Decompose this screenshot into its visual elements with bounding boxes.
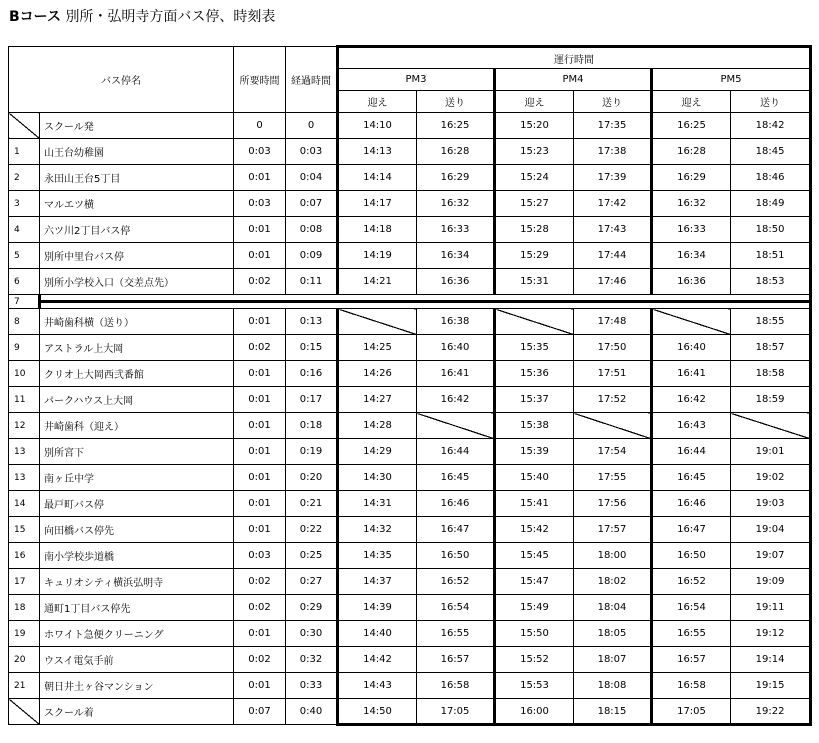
- time-pm3-pickup: 14:30: [338, 465, 417, 491]
- time-pm5-pickup: 16:58: [652, 673, 731, 699]
- stop-name: 南ヶ丘中学: [40, 465, 234, 491]
- course-name: Bコース: [9, 9, 61, 25]
- stop-name: 別所中里台バス停: [40, 243, 234, 269]
- elapsed-time: 0:17: [286, 387, 338, 413]
- time-pm3-dropoff: 16:55: [417, 621, 495, 647]
- required-time: 0:01: [234, 243, 286, 269]
- time-pm4-dropoff: 17:56: [574, 491, 652, 517]
- time-pm4-pickup: 15:37: [495, 387, 574, 413]
- time-pm3-dropoff: 16:25: [417, 113, 495, 139]
- elapsed-time: 0:20: [286, 465, 338, 491]
- separator-row: [40, 295, 811, 309]
- header-period-pm4: PM4: [495, 69, 652, 91]
- table-row: [9, 243, 811, 269]
- stop-number: 18: [9, 595, 40, 621]
- stop-number: 15: [9, 517, 40, 543]
- table-row: [9, 295, 811, 309]
- stop-name: 別所宮下: [40, 439, 234, 465]
- elapsed-time: 0: [286, 113, 338, 139]
- header-period-pm5: PM5: [652, 69, 811, 91]
- time-pm3-dropoff: 16:41: [417, 361, 495, 387]
- time-pm4-dropoff: 17:51: [574, 361, 652, 387]
- table-row: [9, 517, 811, 543]
- stop-number: 16: [9, 543, 40, 569]
- time-pm4-dropoff: 18:05: [574, 621, 652, 647]
- time-pm4-pickup: 15:49: [495, 595, 574, 621]
- time-pm4-dropoff: 17:46: [574, 269, 652, 295]
- time-pm5-dropoff: 19:11: [731, 595, 811, 621]
- time-pm4-dropoff: 17:38: [574, 139, 652, 165]
- elapsed-time: 0:30: [286, 621, 338, 647]
- stop-name: 通町1丁目バス停先: [40, 595, 234, 621]
- time-pm5-pickup: 16:25: [652, 113, 731, 139]
- time-pm4-pickup: 15:45: [495, 543, 574, 569]
- stop-name: ホワイト急便クリーニング: [40, 621, 234, 647]
- time-pm3-dropoff: 16:32: [417, 191, 495, 217]
- timetable-body: [9, 113, 811, 725]
- time-pm5-dropoff: 18:59: [731, 387, 811, 413]
- time-pm4-dropoff: 17:48: [574, 309, 652, 335]
- time-pm5-dropoff: 18:58: [731, 361, 811, 387]
- table-row: [9, 569, 811, 595]
- time-pm5-pickup: 16:43: [652, 413, 731, 439]
- stop-number: 11: [9, 387, 40, 413]
- time-pm3-pickup: 14:43: [338, 673, 417, 699]
- time-pm3-dropoff: 16:42: [417, 387, 495, 413]
- time-pm4-dropoff: 18:07: [574, 647, 652, 673]
- time-pm3-pickup: 14:26: [338, 361, 417, 387]
- stop-name: キュリオシティ横浜弘明寺: [40, 569, 234, 595]
- time-pm4-dropoff: 17:35: [574, 113, 652, 139]
- elapsed-time: 0:32: [286, 647, 338, 673]
- time-pm5-dropoff: 18:46: [731, 165, 811, 191]
- table-row: [9, 413, 811, 439]
- time-pm3-pickup: 14:10: [338, 113, 417, 139]
- time-pm3-dropoff: 16:54: [417, 595, 495, 621]
- time-pm5-dropoff: 18:50: [731, 217, 811, 243]
- time-pm3-pickup: 14:50: [338, 699, 417, 725]
- stop-name: 最戸町バス停: [40, 491, 234, 517]
- table-row: [9, 165, 811, 191]
- time-pm3-dropoff: 16:50: [417, 543, 495, 569]
- time-pm3-pickup: 14:32: [338, 517, 417, 543]
- time-pm3-dropoff: 16:57: [417, 647, 495, 673]
- timetable: [8, 45, 812, 726]
- stop-name: スクール着: [40, 699, 234, 725]
- time-pm5-pickup: 17:05: [652, 699, 731, 725]
- stop-name: 井崎歯科横（送り）: [40, 309, 234, 335]
- stop-name: 山王台幼稚園: [40, 139, 234, 165]
- elapsed-time: 0:07: [286, 191, 338, 217]
- required-time: 0:03: [234, 191, 286, 217]
- stop-number: 12: [9, 413, 40, 439]
- time-pm3-pickup: 14:29: [338, 439, 417, 465]
- time-pm4-pickup: 15:23: [495, 139, 574, 165]
- stop-name: ウスイ電気手前: [40, 647, 234, 673]
- stop-number: 6: [9, 269, 40, 295]
- time-pm5-pickup: 16:55: [652, 621, 731, 647]
- time-pm5-dropoff: 18:53: [731, 269, 811, 295]
- elapsed-time: 0:18: [286, 413, 338, 439]
- stop-number: 2: [9, 165, 40, 191]
- no-service-cell: [574, 413, 652, 439]
- header-pickup: 迎え: [652, 91, 731, 113]
- time-pm4-dropoff: 17:50: [574, 335, 652, 361]
- time-pm5-dropoff: 19:15: [731, 673, 811, 699]
- time-pm5-dropoff: 19:07: [731, 543, 811, 569]
- elapsed-time: 0:19: [286, 439, 338, 465]
- no-service-cell: [731, 413, 811, 439]
- stop-name: 朝日井土ヶ谷マンション: [40, 673, 234, 699]
- time-pm5-dropoff: 19:01: [731, 439, 811, 465]
- no-service-cell: [652, 309, 731, 335]
- time-pm5-pickup: 16:34: [652, 243, 731, 269]
- required-time: 0:01: [234, 387, 286, 413]
- stop-number: 17: [9, 569, 40, 595]
- required-time: 0:01: [234, 673, 286, 699]
- time-pm5-pickup: 16:52: [652, 569, 731, 595]
- time-pm5-pickup: 16:50: [652, 543, 731, 569]
- stop-name: 南小学校歩道橋: [40, 543, 234, 569]
- time-pm5-dropoff: 19:03: [731, 491, 811, 517]
- time-pm3-pickup: 14:14: [338, 165, 417, 191]
- table-row: [9, 699, 811, 725]
- time-pm5-pickup: 16:44: [652, 439, 731, 465]
- time-pm4-pickup: 15:36: [495, 361, 574, 387]
- time-pm3-pickup: 14:42: [338, 647, 417, 673]
- required-time: 0:01: [234, 439, 286, 465]
- header-stop-name: バス停名: [9, 47, 234, 113]
- time-pm5-dropoff: 19:09: [731, 569, 811, 595]
- time-pm4-pickup: 15:31: [495, 269, 574, 295]
- time-pm5-dropoff: 18:49: [731, 191, 811, 217]
- no-service-cell: [495, 309, 574, 335]
- stop-number: 19: [9, 621, 40, 647]
- time-pm3-pickup: 14:19: [338, 243, 417, 269]
- separator-line: [40, 300, 810, 303]
- elapsed-time: 0:03: [286, 139, 338, 165]
- elapsed-time: 0:09: [286, 243, 338, 269]
- time-pm4-pickup: 15:50: [495, 621, 574, 647]
- required-time: 0:02: [234, 269, 286, 295]
- elapsed-time: 0:27: [286, 569, 338, 595]
- time-pm5-dropoff: 18:55: [731, 309, 811, 335]
- stop-name: 六ツ川2丁目バス停: [40, 217, 234, 243]
- stop-name: パークハウス上大岡: [40, 387, 234, 413]
- time-pm4-pickup: 15:35: [495, 335, 574, 361]
- time-pm3-dropoff: 16:45: [417, 465, 495, 491]
- time-pm4-dropoff: 18:02: [574, 569, 652, 595]
- required-time: 0: [234, 113, 286, 139]
- required-time: 0:01: [234, 621, 286, 647]
- time-pm5-dropoff: 19:14: [731, 647, 811, 673]
- time-pm4-dropoff: 17:52: [574, 387, 652, 413]
- elapsed-time: 0:29: [286, 595, 338, 621]
- time-pm4-dropoff: 17:55: [574, 465, 652, 491]
- time-pm3-pickup: 14:31: [338, 491, 417, 517]
- time-pm5-dropoff: 18:42: [731, 113, 811, 139]
- time-pm3-dropoff: 16:28: [417, 139, 495, 165]
- required-time: 0:01: [234, 491, 286, 517]
- time-pm5-dropoff: 18:57: [731, 335, 811, 361]
- header-dropoff: 送り: [417, 91, 495, 113]
- document-title: [9, 6, 275, 26]
- stop-number: 14: [9, 491, 40, 517]
- time-pm5-pickup: 16:29: [652, 165, 731, 191]
- time-pm3-pickup: 14:27: [338, 387, 417, 413]
- time-pm3-dropoff: 16:52: [417, 569, 495, 595]
- time-pm4-dropoff: 17:44: [574, 243, 652, 269]
- time-pm3-dropoff: 16:58: [417, 673, 495, 699]
- header-period-pm3: PM3: [338, 69, 495, 91]
- time-pm5-dropoff: 18:45: [731, 139, 811, 165]
- table-row: [9, 387, 811, 413]
- time-pm3-dropoff: 16:38: [417, 309, 495, 335]
- required-time: 0:07: [234, 699, 286, 725]
- time-pm3-dropoff: 16:40: [417, 335, 495, 361]
- required-time: 0:03: [234, 139, 286, 165]
- time-pm5-dropoff: 19:02: [731, 465, 811, 491]
- time-pm4-dropoff: 17:43: [574, 217, 652, 243]
- time-pm4-dropoff: 18:15: [574, 699, 652, 725]
- table-row: [9, 673, 811, 699]
- title-text: 別所・弘明寺方面バス停、時刻表: [65, 9, 276, 25]
- elapsed-time: 0:33: [286, 673, 338, 699]
- stop-number: 10: [9, 361, 40, 387]
- time-pm4-pickup: 16:00: [495, 699, 574, 725]
- required-time: 0:02: [234, 647, 286, 673]
- time-pm3-dropoff: 16:44: [417, 439, 495, 465]
- stop-name: 向田橋バス停先: [40, 517, 234, 543]
- time-pm3-dropoff: 16:46: [417, 491, 495, 517]
- time-pm5-pickup: 16:28: [652, 139, 731, 165]
- time-pm4-dropoff: 18:00: [574, 543, 652, 569]
- time-pm4-pickup: 15:41: [495, 491, 574, 517]
- stop-number: 1: [9, 139, 40, 165]
- table-row: [9, 191, 811, 217]
- time-pm5-pickup: 16:57: [652, 647, 731, 673]
- time-pm4-dropoff: 18:04: [574, 595, 652, 621]
- header-pickup: 迎え: [495, 91, 574, 113]
- stop-number: 21: [9, 673, 40, 699]
- time-pm4-pickup: 15:24: [495, 165, 574, 191]
- time-pm5-pickup: 16:40: [652, 335, 731, 361]
- time-pm4-dropoff: 17:39: [574, 165, 652, 191]
- table-row: [9, 491, 811, 517]
- table-row: [9, 465, 811, 491]
- time-pm3-pickup: 14:17: [338, 191, 417, 217]
- time-pm3-dropoff: 16:34: [417, 243, 495, 269]
- stop-number: 13: [9, 465, 40, 491]
- time-pm3-pickup: 14:40: [338, 621, 417, 647]
- required-time: 0:02: [234, 335, 286, 361]
- time-pm5-pickup: 16:32: [652, 191, 731, 217]
- elapsed-time: 0:16: [286, 361, 338, 387]
- time-pm3-pickup: 14:25: [338, 335, 417, 361]
- time-pm3-pickup: 14:35: [338, 543, 417, 569]
- elapsed-time: 0:22: [286, 517, 338, 543]
- time-pm3-dropoff: 16:36: [417, 269, 495, 295]
- required-time: 0:01: [234, 165, 286, 191]
- time-pm5-dropoff: 19:04: [731, 517, 811, 543]
- time-pm4-pickup: 15:28: [495, 217, 574, 243]
- time-pm5-pickup: 16:36: [652, 269, 731, 295]
- table-row: [9, 595, 811, 621]
- stop-number: 9: [9, 335, 40, 361]
- required-time: 0:02: [234, 569, 286, 595]
- time-pm3-dropoff: 16:29: [417, 165, 495, 191]
- elapsed-time: 0:25: [286, 543, 338, 569]
- time-pm4-pickup: 15:38: [495, 413, 574, 439]
- stop-name: 井崎歯科（迎え）: [40, 413, 234, 439]
- elapsed-time: 0:13: [286, 309, 338, 335]
- table-row: [9, 217, 811, 243]
- time-pm4-dropoff: 18:08: [574, 673, 652, 699]
- time-pm5-dropoff: 19:12: [731, 621, 811, 647]
- header-operating-time: 運行時間: [338, 47, 811, 69]
- time-pm3-dropoff: 16:47: [417, 517, 495, 543]
- time-pm5-pickup: 16:54: [652, 595, 731, 621]
- required-time: 0:01: [234, 517, 286, 543]
- header-dropoff: 送り: [731, 91, 811, 113]
- stop-number: 20: [9, 647, 40, 673]
- time-pm3-pickup: 14:37: [338, 569, 417, 595]
- time-pm5-dropoff: 18:51: [731, 243, 811, 269]
- time-pm5-dropoff: 19:22: [731, 699, 811, 725]
- time-pm4-pickup: 15:42: [495, 517, 574, 543]
- elapsed-time: 0:15: [286, 335, 338, 361]
- time-pm3-pickup: 14:39: [338, 595, 417, 621]
- time-pm4-pickup: 15:29: [495, 243, 574, 269]
- table-row: [9, 361, 811, 387]
- time-pm3-dropoff: 17:05: [417, 699, 495, 725]
- time-pm3-pickup: 14:28: [338, 413, 417, 439]
- header-dropoff: 送り: [574, 91, 652, 113]
- time-pm4-dropoff: 17:54: [574, 439, 652, 465]
- stop-name: アストラル上大岡: [40, 335, 234, 361]
- stop-number: 8: [9, 309, 40, 335]
- table-row: [9, 621, 811, 647]
- required-time: 0:02: [234, 595, 286, 621]
- time-pm4-pickup: 15:40: [495, 465, 574, 491]
- time-pm5-pickup: 16:41: [652, 361, 731, 387]
- stop-number: 5: [9, 243, 40, 269]
- time-pm4-pickup: 15:52: [495, 647, 574, 673]
- time-pm5-pickup: 16:46: [652, 491, 731, 517]
- time-pm4-pickup: 15:53: [495, 673, 574, 699]
- elapsed-time: 0:04: [286, 165, 338, 191]
- time-pm4-dropoff: 17:57: [574, 517, 652, 543]
- table-row: [9, 309, 811, 335]
- required-time: 0:01: [234, 217, 286, 243]
- table-row: [9, 269, 811, 295]
- time-pm5-pickup: 16:33: [652, 217, 731, 243]
- stop-name: 別所小学校入口（交差点先）: [40, 269, 234, 295]
- stop-name: スクール発: [40, 113, 234, 139]
- table-row: [9, 543, 811, 569]
- required-time: 0:01: [234, 309, 286, 335]
- required-time: 0:01: [234, 361, 286, 387]
- required-time: 0:03: [234, 543, 286, 569]
- stop-name: マルエツ横: [40, 191, 234, 217]
- no-service-cell: [338, 309, 417, 335]
- stop-number: 3: [9, 191, 40, 217]
- header-elapsed-time: 経過時間: [286, 47, 338, 113]
- table-row: [9, 439, 811, 465]
- elapsed-time: 0:11: [286, 269, 338, 295]
- stop-number: 13: [9, 439, 40, 465]
- no-service-cell: [417, 413, 495, 439]
- timetable-header: [9, 47, 811, 113]
- time-pm3-pickup: 14:18: [338, 217, 417, 243]
- time-pm3-pickup: 14:21: [338, 269, 417, 295]
- time-pm4-pickup: 15:20: [495, 113, 574, 139]
- time-pm5-pickup: 16:47: [652, 517, 731, 543]
- header-pickup: 迎え: [338, 91, 417, 113]
- empty-diagonal-cell: [9, 113, 40, 139]
- empty-diagonal-cell: [9, 699, 40, 725]
- time-pm3-dropoff: 16:33: [417, 217, 495, 243]
- elapsed-time: 0:21: [286, 491, 338, 517]
- time-pm4-dropoff: 17:42: [574, 191, 652, 217]
- table-row: [9, 647, 811, 673]
- required-time: 0:01: [234, 465, 286, 491]
- time-pm5-pickup: 16:45: [652, 465, 731, 491]
- time-pm4-pickup: 15:39: [495, 439, 574, 465]
- time-pm5-pickup: 16:42: [652, 387, 731, 413]
- table-row: [9, 113, 811, 139]
- stop-number: 4: [9, 217, 40, 243]
- required-time: 0:01: [234, 413, 286, 439]
- time-pm3-pickup: 14:13: [338, 139, 417, 165]
- stop-number: 7: [9, 295, 40, 309]
- stop-name: クリオ上大岡西弐番館: [40, 361, 234, 387]
- elapsed-time: 0:40: [286, 699, 338, 725]
- time-pm4-pickup: 15:47: [495, 569, 574, 595]
- table-row: [9, 139, 811, 165]
- header-required-time: 所要時間: [234, 47, 286, 113]
- stop-name: 永田山王台5丁目: [40, 165, 234, 191]
- table-row: [9, 335, 811, 361]
- time-pm4-pickup: 15:27: [495, 191, 574, 217]
- elapsed-time: 0:08: [286, 217, 338, 243]
